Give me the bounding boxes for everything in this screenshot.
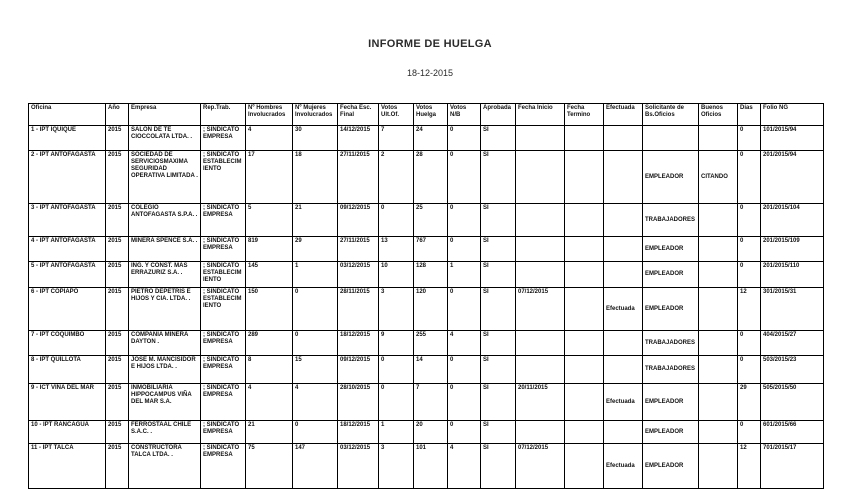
cell-votos-nb: 0: [448, 421, 481, 444]
cell-fecha-termino: [565, 126, 604, 151]
cell-aprobada: SI: [481, 384, 516, 421]
cell-buenos-oficios: [699, 421, 738, 444]
cell-hombres: 17: [246, 151, 293, 204]
cell-rep-trab: ; SINDICATO EMPRESA: [201, 331, 246, 356]
cell-fecha-inicio: [516, 126, 565, 151]
cell-rep-trab: ; SINDICATO EMPRESA: [201, 126, 246, 151]
logo-blue-square: [115, 2, 148, 18]
cell-ano: 2015: [106, 204, 129, 237]
cell-hombres: 819: [246, 237, 293, 262]
cell-dias: 0: [738, 262, 761, 288]
cell-votos-ult-of: 3: [379, 288, 414, 331]
cell-fecha-esc-final: 03/12/2015: [338, 444, 379, 489]
cell-ano: 2015: [106, 444, 129, 489]
cell-rep-trab: ; SINDICATO ESTABLECIMIENTO: [201, 288, 246, 331]
cell-fecha-esc-final: 27/11/2015: [338, 151, 379, 204]
column-header-votos-ult-of: Votos Ult.Of.: [379, 104, 414, 126]
cell-rep-trab: ; SINDICATO EMPRESA: [201, 237, 246, 262]
cell-buenos-oficios: [699, 262, 738, 288]
cell-votos-nb: 0: [448, 288, 481, 331]
table-row: [29, 288, 824, 331]
cell-mujeres: 4: [293, 384, 338, 421]
cell-votos-huelga: 24: [414, 126, 448, 151]
cell-oficina: 3 - IPT ANTOFAGASTA: [29, 204, 106, 237]
cell-ano: 2015: [106, 262, 129, 288]
cell-solicitante: EMPLEADOR: [643, 262, 699, 288]
cell-votos-ult-of: 7: [379, 126, 414, 151]
cell-fecha-esc-final: 27/11/2015: [338, 237, 379, 262]
header-row: [29, 104, 824, 126]
column-header-efectuada: Efectuada: [604, 104, 643, 126]
cell-mujeres: 147: [293, 444, 338, 489]
cell-folio-ng: 404/2015/27: [761, 331, 824, 356]
cell-fecha-esc-final: 03/12/2015: [338, 262, 379, 288]
cell-votos-ult-of: 9: [379, 331, 414, 356]
cell-buenos-oficios: [699, 126, 738, 151]
cell-ano: 2015: [106, 288, 129, 331]
cell-fecha-termino: [565, 384, 604, 421]
cell-buenos-oficios: CITANDO: [699, 151, 738, 204]
cell-oficina: 10 - IPT RANCAGUA: [29, 421, 106, 444]
cell-aprobada: SI: [481, 204, 516, 237]
cell-efectuada: [604, 237, 643, 262]
cell-rep-trab: ; SINDICATO EMPRESA: [201, 421, 246, 444]
cell-efectuada: Efectuada: [604, 444, 643, 489]
cell-fecha-esc-final: 18/12/2015: [338, 331, 379, 356]
cell-folio-ng: 505/2015/50: [761, 384, 824, 421]
cell-fecha-esc-final: 14/12/2015: [338, 126, 379, 151]
cell-fecha-inicio: 07/12/2015: [516, 444, 565, 489]
cell-votos-nb: 0: [448, 356, 481, 384]
cell-solicitante: [643, 126, 699, 151]
cell-aprobada: SI: [481, 126, 516, 151]
cell-oficina: 9 - ICT VIÑA DEL MAR: [29, 384, 106, 421]
cell-votos-nb: 0: [448, 151, 481, 204]
cell-folio-ng: 301/2015/31: [761, 288, 824, 331]
report-table: [28, 103, 824, 489]
cell-efectuada: Efectuada: [604, 384, 643, 421]
cell-votos-huelga: 101: [414, 444, 448, 489]
table-body: [29, 126, 824, 489]
cell-efectuada: [604, 421, 643, 444]
column-header-fecha-termino: Fecha Termino: [565, 104, 604, 126]
table-row: [29, 151, 824, 204]
cell-fecha-termino: [565, 151, 604, 204]
cell-dias: 12: [738, 444, 761, 489]
cell-fecha-esc-final: 28/10/2015: [338, 384, 379, 421]
cell-hombres: 21: [246, 421, 293, 444]
cell-mujeres: 0: [293, 421, 338, 444]
cell-fecha-termino: [565, 331, 604, 356]
cell-votos-huelga: 255: [414, 331, 448, 356]
cell-votos-ult-of: 2: [379, 151, 414, 204]
cell-empresa: SOCIEDAD DE SERVICIOSMAXIMA SEGURIDAD OPERATIVA LIMITADA .: [129, 151, 201, 204]
cell-solicitante: EMPLEADOR: [643, 444, 699, 489]
cell-solicitante: EMPLEADOR: [643, 421, 699, 444]
cell-oficina: 2 - IPT ANTOFAGASTA: [29, 151, 106, 204]
cell-dias: 0: [738, 356, 761, 384]
cell-folio-ng: 701/2015/17: [761, 444, 824, 489]
cell-folio-ng: 201/2015/110: [761, 262, 824, 288]
cell-hombres: 289: [246, 331, 293, 356]
cell-solicitante: TRABAJADORES: [643, 356, 699, 384]
cell-votos-huelga: 28: [414, 151, 448, 204]
cell-efectuada: [604, 126, 643, 151]
cell-folio-ng: 503/2015/23: [761, 356, 824, 384]
cell-folio-ng: 601/2015/66: [761, 421, 824, 444]
cell-aprobada: SI: [481, 288, 516, 331]
cell-dias: 12: [738, 288, 761, 331]
cell-buenos-oficios: [699, 356, 738, 384]
cell-ano: 2015: [106, 384, 129, 421]
cell-dias: 0: [738, 204, 761, 237]
cell-empresa: PIETRO DEPETRIS E HIJOS Y CIA. LTDA. .: [129, 288, 201, 331]
cell-efectuada: [604, 356, 643, 384]
cell-fecha-esc-final: 18/12/2015: [338, 421, 379, 444]
cell-oficina: 8 - IPT QUILLOTA: [29, 356, 106, 384]
cell-folio-ng: 101/2015/94: [761, 126, 824, 151]
cell-votos-ult-of: 13: [379, 237, 414, 262]
cell-votos-ult-of: 1: [379, 421, 414, 444]
cell-rep-trab: ; SINDICATO EMPRESA: [201, 444, 246, 489]
cell-mujeres: 30: [293, 126, 338, 151]
cell-aprobada: SI: [481, 151, 516, 204]
cell-votos-huelga: 120: [414, 288, 448, 331]
cell-hombres: 4: [246, 126, 293, 151]
cell-votos-nb: 0: [448, 384, 481, 421]
cell-ano: 2015: [106, 356, 129, 384]
column-header-fecha-esc-final: Fecha Esc. Final: [338, 104, 379, 126]
cell-votos-huelga: 7: [414, 384, 448, 421]
cell-empresa: ING. Y CONST. MAS ERRAZURIZ S.A. .: [129, 262, 201, 288]
cell-votos-huelga: 20: [414, 421, 448, 444]
cell-votos-nb: 0: [448, 126, 481, 151]
cell-buenos-oficios: [699, 384, 738, 421]
cell-dias: 0: [738, 331, 761, 356]
column-header-oficina: Oficina: [29, 104, 106, 126]
cell-dias: 0: [738, 237, 761, 262]
cell-empresa: COMPAÑIA MINERA DAYTON .: [129, 331, 201, 356]
column-header-folio-ng: Folio NG: [761, 104, 824, 126]
cell-buenos-oficios: [699, 331, 738, 356]
cell-fecha-termino: [565, 356, 604, 384]
cell-oficina: 11 - IPT TALCA: [29, 444, 106, 489]
cell-empresa: CONSTRUCTORA TALCA LTDA. .: [129, 444, 201, 489]
cell-rep-trab: ; SINDICATO ESTABLECIMIENTO: [201, 151, 246, 204]
cell-fecha-termino: [565, 204, 604, 237]
cell-mujeres: 18: [293, 151, 338, 204]
cell-hombres: 4: [246, 384, 293, 421]
cell-fecha-inicio: 07/12/2015: [516, 288, 565, 331]
cell-rep-trab: ; SINDICATO EMPRESA: [201, 384, 246, 421]
cell-dias: 29: [738, 384, 761, 421]
gobierno-de-chile-logo: [115, 2, 202, 19]
cell-fecha-esc-final: 09/12/2015: [338, 356, 379, 384]
cell-hombres: 75: [246, 444, 293, 489]
cell-aprobada: SI: [481, 444, 516, 489]
cell-votos-huelga: 128: [414, 262, 448, 288]
table-row: [29, 204, 824, 237]
report-date: 18-12-2015: [406, 68, 454, 78]
cell-votos-ult-of: 10: [379, 262, 414, 288]
cell-votos-ult-of: 3: [379, 444, 414, 489]
cell-votos-nb: 4: [448, 331, 481, 356]
column-header-empresa: Empresa: [129, 104, 201, 126]
cell-solicitante: TRABAJADORES: [643, 331, 699, 356]
cell-rep-trab: ; SINDICATO EMPRESA: [201, 356, 246, 384]
cell-mujeres: 15: [293, 356, 338, 384]
cell-fecha-inicio: [516, 356, 565, 384]
cell-rep-trab: ; SINDICATO ESTABLECIMIENTO: [201, 262, 246, 288]
logo-red-banner: [148, 2, 202, 19]
logo-text: Gobierno de Chile: [155, 12, 195, 18]
cell-mujeres: 1: [293, 262, 338, 288]
cell-efectuada: [604, 331, 643, 356]
cell-folio-ng: 201/2015/104: [761, 204, 824, 237]
table-row: [29, 262, 824, 288]
cell-votos-nb: 4: [448, 444, 481, 489]
cell-hombres: 145: [246, 262, 293, 288]
cell-efectuada: [604, 151, 643, 204]
column-header-votos-huelga: Votos Huelga: [414, 104, 448, 126]
cell-dias: 0: [738, 421, 761, 444]
cell-empresa: FERROSTAAL CHILE S.A.C. .: [129, 421, 201, 444]
column-header-ano: Año: [106, 104, 129, 126]
page-title: INFORME DE HUELGA: [368, 38, 492, 50]
column-header-fecha-inicio: Fecha Inicio: [516, 104, 565, 126]
cell-oficina: 5 - IPT ANTOFAGASTA: [29, 262, 106, 288]
cell-fecha-inicio: 20/11/2015: [516, 384, 565, 421]
cell-votos-ult-of: 0: [379, 356, 414, 384]
cell-solicitante: EMPLEADOR: [643, 237, 699, 262]
cell-efectuada: [604, 262, 643, 288]
table-row: [29, 331, 824, 356]
cell-votos-huelga: 25: [414, 204, 448, 237]
cell-aprobada: SI: [481, 237, 516, 262]
cell-mujeres: 29: [293, 237, 338, 262]
table-row: [29, 237, 824, 262]
cell-aprobada: SI: [481, 331, 516, 356]
cell-solicitante: EMPLEADOR: [643, 151, 699, 204]
cell-ano: 2015: [106, 151, 129, 204]
column-header-aprobada: Aprobada: [481, 104, 516, 126]
cell-aprobada: SI: [481, 262, 516, 288]
cell-oficina: 4 - IPT ANTOFAGASTA: [29, 237, 106, 262]
cell-efectuada: Efectuada: [604, 288, 643, 331]
table-header: [29, 104, 824, 126]
cell-votos-huelga: 767: [414, 237, 448, 262]
cell-fecha-termino: [565, 262, 604, 288]
table-row: [29, 421, 824, 444]
cell-fecha-inicio: [516, 237, 565, 262]
cell-mujeres: 0: [293, 288, 338, 331]
cell-ano: 2015: [106, 331, 129, 356]
table-row: [29, 384, 824, 421]
cell-votos-nb: 0: [448, 204, 481, 237]
column-header-votos-nb: Votos N/B: [448, 104, 481, 126]
cell-folio-ng: 201/2015/109: [761, 237, 824, 262]
cell-fecha-inicio: [516, 151, 565, 204]
cell-votos-ult-of: 0: [379, 204, 414, 237]
cell-fecha-termino: [565, 421, 604, 444]
cell-buenos-oficios: [699, 204, 738, 237]
cell-ano: 2015: [106, 421, 129, 444]
cell-votos-nb: 0: [448, 237, 481, 262]
cell-solicitante: TRABAJADORES: [643, 204, 699, 237]
cell-dias: 0: [738, 151, 761, 204]
cell-rep-trab: ; SINDICATO EMPRESA: [201, 204, 246, 237]
cell-votos-ult-of: 0: [379, 384, 414, 421]
cell-mujeres: 21: [293, 204, 338, 237]
cell-empresa: MINERA SPENCE S.A. .: [129, 237, 201, 262]
cell-buenos-oficios: [699, 444, 738, 489]
cell-fecha-esc-final: 28/11/2015: [338, 288, 379, 331]
cell-votos-huelga: 14: [414, 356, 448, 384]
table-row: [29, 444, 824, 489]
table-row: [29, 126, 824, 151]
column-header-buenos-oficios: Buenos Oficios: [699, 104, 738, 126]
cell-fecha-inicio: [516, 262, 565, 288]
cell-fecha-inicio: [516, 331, 565, 356]
cell-empresa: SALON DE TE CIOCCOLATA LTDA. .: [129, 126, 201, 151]
column-header-rep-trab: Rep.Trab.: [201, 104, 246, 126]
column-header-solicitante: Solicitante de Bs.Oficios: [643, 104, 699, 126]
cell-fecha-inicio: [516, 421, 565, 444]
cell-hombres: 8: [246, 356, 293, 384]
cell-empresa: COLEGIO ANTOFAGASTA S.P.A. .: [129, 204, 201, 237]
cell-oficina: 1 - IPT IQUIQUE: [29, 126, 106, 151]
cell-aprobada: SI: [481, 421, 516, 444]
cell-hombres: 150: [246, 288, 293, 331]
cell-dias: 0: [738, 126, 761, 151]
cell-hombres: 5: [246, 204, 293, 237]
cell-fecha-termino: [565, 237, 604, 262]
cell-aprobada: SI: [481, 356, 516, 384]
cell-fecha-esc-final: 09/12/2015: [338, 204, 379, 237]
cell-votos-nb: 1: [448, 262, 481, 288]
cell-folio-ng: 201/2015/94: [761, 151, 824, 204]
cell-buenos-oficios: [699, 237, 738, 262]
cell-ano: 2015: [106, 237, 129, 262]
cell-fecha-inicio: [516, 204, 565, 237]
cell-empresa: INMOBILIARIA HIPPOCAMPUS VIÑA DEL MAR S.A.: [129, 384, 201, 421]
cell-empresa: JOSE M. MANCISIDOR E HIJOS LTDA. .: [129, 356, 201, 384]
cell-oficina: 7 - IPT COQUIMBO: [29, 331, 106, 356]
column-header-dias: Días: [738, 104, 761, 126]
cell-fecha-termino: [565, 444, 604, 489]
column-header-mujeres: Nº Mujeres Involucrados: [293, 104, 338, 126]
cell-solicitante: EMPLEADOR: [643, 288, 699, 331]
cell-efectuada: [604, 204, 643, 237]
cell-fecha-termino: [565, 288, 604, 331]
cell-solicitante: EMPLEADOR: [643, 384, 699, 421]
table-row: [29, 356, 824, 384]
cell-buenos-oficios: [699, 288, 738, 331]
cell-oficina: 6 - IPT COPIAPO: [29, 288, 106, 331]
column-header-hombres: Nº Hombres Involucrados: [246, 104, 293, 126]
cell-ano: 2015: [106, 126, 129, 151]
cell-mujeres: 0: [293, 331, 338, 356]
